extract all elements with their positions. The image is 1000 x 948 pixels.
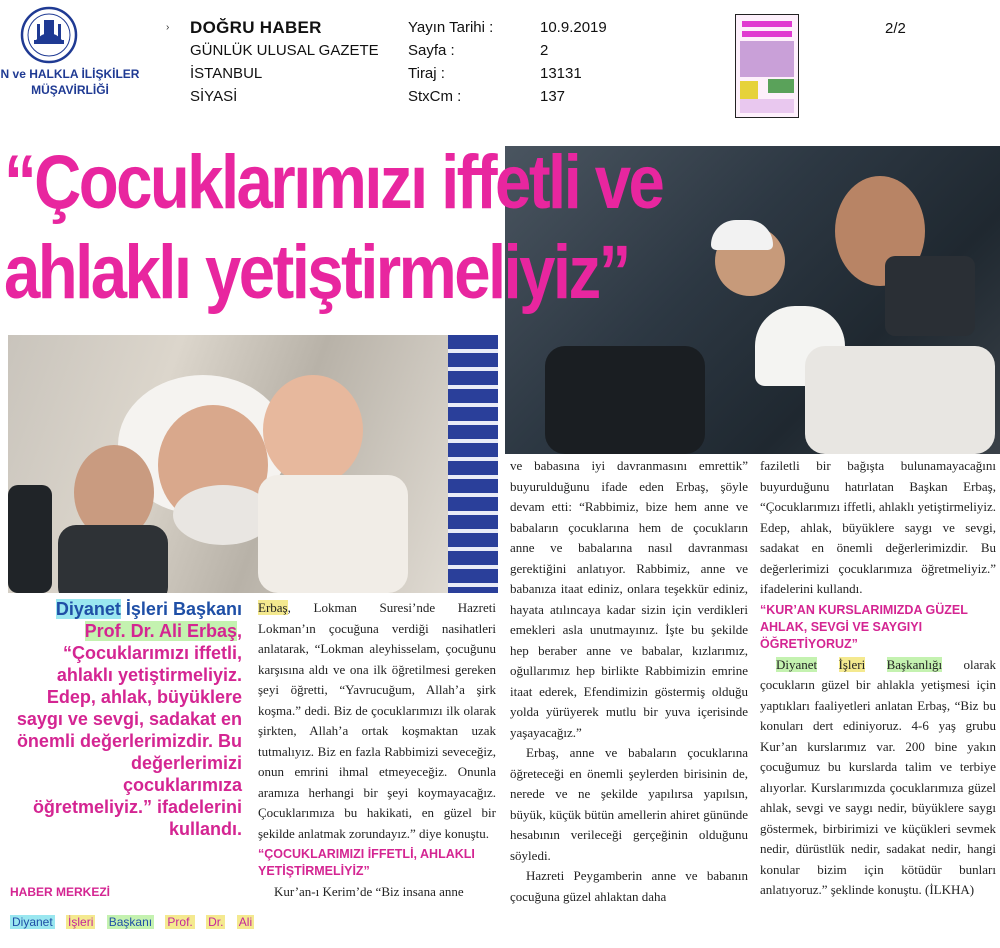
lead-name-comma: ,: [236, 621, 242, 641]
article-column-1: [258, 598, 496, 903]
circulation-label: Tiraj :: [408, 65, 445, 82]
date-label: Yayın Tarihi :: [408, 19, 494, 36]
header-mark: ›: [166, 22, 170, 33]
column-1-paragraph-1: [258, 598, 496, 844]
headline: [4, 138, 663, 318]
byline: HABER MERKEZİ: [10, 885, 111, 899]
stxcm-value: 137: [540, 88, 566, 105]
column-2-paragraph-1: ve babasına iyi davranmasını emrettik” buyurulduğunu ifade eden Erbaş, şöyle devam etti: “Rabbimiz, bize hem anne ve babaların çocuklarına hem de çocukların anne ve babalarına nasıl davranması gerektiğini anlatıyor. Rabbimiz, anne ve babanıza itaat ediniz, onlara teşekkür ediniz, hayata atılıncaya kadar sizin için verdikleri emekleri asla unutmayınız. İşte bu şekilde hep beraber anne ve babalar, kızlarımız, oğullarımız hep birlikte Rabbimizin emrine itaat ederek, Efendimizin göstermiş olduğu yolda yürüyerek mutlu bir yuva içerisinde yaşayacağız.”: [510, 458, 748, 740]
lead-org-rest: İşleri Başkanı: [120, 599, 242, 619]
column-1-text: , Lokman Suresi’nde Hazreti Lokman’ın çocuğuna verdiği nasihatleri anlatarak, “Lokman aleyhisselam, çocuğunu karşısına aldı ve ona ilk öğretilmesi gereken şeyi öğretti, “Yavrucuğum, Allah’a şirk koşma.” dedi. Biz de çocuklarımızı ilk olarak şirkten, Allah’a ortak koşmaktan uzak tutmalıyız. Biz en fazla Rabbimizi seveceğiz, onun emrini ihmal etmeyeceğiz. Onunla aramıza herhangi bir şeyi koymayacağız. Çocuklarımıza bu hakikati, en güzel bir şekilde anlatmak zorundayız.” diye konuştu.: [258, 600, 496, 841]
tag-item: Dr.: [208, 915, 224, 929]
headline-line-1: “Çocuklarımızı iffetli ve: [4, 140, 663, 225]
photo-erbas-with-child: [8, 335, 498, 593]
lead-org-highlight: Diyanet: [55, 599, 121, 619]
keyword-tags: [10, 915, 262, 929]
highlight-diyanet: Diyanet: [776, 656, 818, 672]
tag-item: Ali: [238, 915, 253, 929]
publication-type: GÜNLÜK ULUSAL GAZETE: [190, 42, 379, 59]
page-label: Sayfa :: [408, 42, 455, 59]
publication-name: DOĞRU HABER: [190, 18, 322, 37]
highlight-erbas: Erbaş: [258, 600, 288, 615]
publication-info: [190, 16, 379, 108]
stxcm-label: StxCm :: [408, 88, 462, 105]
organization-name: N ve HALKLA İLİŞKİLER MÜŞAVİRLİĞİ: [0, 67, 140, 97]
date-value: 10.9.2019: [540, 19, 607, 36]
highlight-baskanligi: Başkanlığı: [886, 656, 943, 672]
publication-category: SİYASİ: [190, 88, 238, 105]
subheading-1: “ÇOCUKLARIMIZI İFFETLİ, AHLAKLI YETİŞTİRMELİYİZ”: [258, 847, 475, 878]
column-2-paragraph-2: Erbaş, anne ve babaların çocuklarına öğreteceği en önemli şeylerden birisinin de, nerede ve ne şekilde yapılırsa yapılsın, büyük, küçük bütün amellerin ahiret gününde hesabının verileceği gerçeğinin olduğunu söyledi.: [510, 745, 748, 863]
tag-item: İşleri: [68, 915, 94, 929]
meta-values: [540, 16, 607, 108]
page-value: 2: [540, 42, 549, 59]
tag-item: Başkanı: [108, 915, 153, 929]
column-2-paragraph-3: Hazreti Peygamberin anne ve babanın çocuğuna güzel ahlaktan daha: [510, 868, 748, 904]
page-number: 2/2: [885, 20, 906, 37]
publication-city: İSTANBUL: [190, 65, 263, 82]
column-3-paragraph-2: [760, 655, 996, 901]
page-thumbnail: [735, 14, 799, 118]
article-column-3: [760, 456, 996, 901]
article-column-2: [510, 456, 748, 907]
subheading-2: “KUR’AN KURSLARIMIZDA GÜZEL AHLAK, SEVGİ VE SAYGIYI ÖĞRETİYORUZ”: [760, 602, 968, 651]
lead-quote: “Çocuklarımızı iffetli, ahlaklı yetiştirmeliyiz. Edep, ahlak, büyüklere saygı ve sevgi, sadakat en önemli değerlerimizdir. Bu değerlerimizi çocuklarımıza öğretmeliyiz.” ifadelerini kullandı.: [16, 643, 242, 839]
tag-item: Prof.: [167, 915, 193, 929]
column-3-paragraph-1: faziletli bir bağışta bulunamayacağını buyurduğunu hatırlatan Başkan Erbaş, “Çocuklarımızı iffetli, ahlaklı yetiştirmeliyiz. Edep, ahlak, büyüklere saygı ve sevgi, sadakat en önemli değerlerimizdir. Bu değerlerimizi çocuklarımıza öğretmeliyiz.” ifadelerini kullandı.: [760, 458, 996, 596]
column-1-paragraph-2: Kur’an-ı Kerim’de “Biz insana anne: [274, 884, 464, 899]
circulation-value: 13131: [540, 65, 582, 82]
lead-name-highlight: Prof. Dr. Ali Erbaş: [84, 621, 237, 641]
tag-item: Diyanet: [12, 915, 53, 929]
meta-labels: [408, 16, 493, 108]
headline-line-2: ahlaklı yetiştirmeliyiz”: [4, 230, 629, 315]
column-3-text: olarak çocukların güzel bir ahlakla yetişmesi için yaptıkları faaliyetleri anlatan Erbaş, “Biz bu konuları dert ediniyoruz. 4-6 yaş grubu Kur’an kurslarımız var. 200 bine yakın çocuğumuz bu kurslarda talim ve terbiye alıyorlar. Kurslarımızda çocuklarımıza güzel ahlak, sevgi ve saygı nedir, büyüklere saygı göstermek, birbirimizi ve küçükleri sevmek nedir, dürüstlük nedir, sadakat nedir, hangi konular bizim için kötüdür bunları anlatıyoruz.” şeklinde konuştu. (İLKHA): [760, 656, 996, 897]
lead-paragraph: [10, 598, 242, 840]
diyanet-logo-icon: [18, 6, 80, 64]
highlight-isleri: İşleri: [838, 656, 866, 672]
